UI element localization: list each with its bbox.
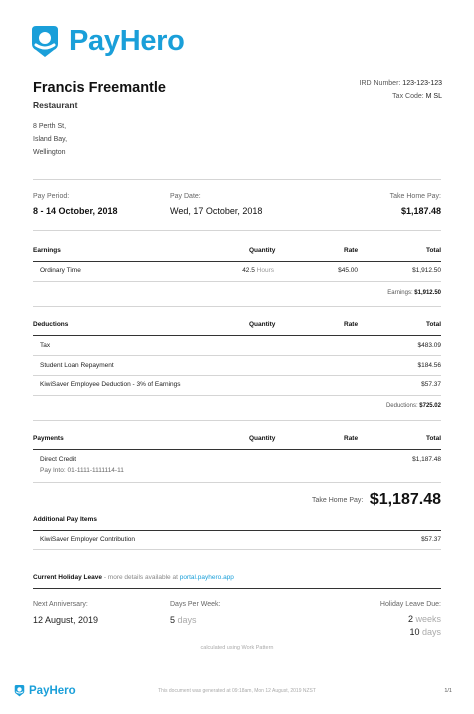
deduction-total: $184.56	[417, 362, 441, 369]
pay-date-label: Pay Date:	[170, 193, 201, 200]
days-per-week-label: Days Per Week:	[170, 601, 221, 608]
rate-header: Rate	[344, 435, 359, 442]
earning-total: $1,912.50	[412, 267, 441, 274]
days-per-week-value: 5 days	[170, 615, 197, 625]
take-home-label: Take Home Pay:	[389, 193, 441, 200]
table-header-rule	[33, 449, 441, 450]
row-divider	[33, 395, 441, 396]
earning-name: Ordinary Time	[40, 267, 81, 274]
payhero-logo-text: PayHero	[29, 684, 76, 697]
rate-header: Rate	[344, 321, 359, 328]
quantity-header: Quantity	[249, 435, 276, 442]
ird-number	[360, 80, 443, 87]
calculation-note: calculated using Work Pattern	[200, 645, 274, 651]
tax-code	[392, 93, 442, 100]
tax-code-label: Tax Code:	[392, 93, 424, 100]
quantity-header: Quantity	[249, 321, 276, 328]
earning-quantity: 42.5 Hours	[242, 267, 274, 274]
payments-header: Payments	[33, 435, 64, 442]
table-header-rule	[33, 261, 441, 262]
ird-value: 123-123-123	[402, 80, 442, 87]
deduction-name: KiwiSaver Employee Deduction - 3% of Earnings	[40, 381, 181, 388]
row-divider	[33, 355, 441, 356]
pay-period-value: 8 - 14 October, 2018	[33, 206, 118, 216]
deductions-header: Deductions	[33, 321, 69, 328]
generated-note: This document was generated at 09:18am, Mon 12 August, 2019 NZST	[158, 688, 316, 694]
total-header: Total	[425, 435, 441, 442]
table-header-rule	[33, 335, 441, 336]
tax-code-value: M SL	[425, 93, 442, 100]
rate-header: Rate	[344, 247, 359, 254]
next-anniversary-value: 12 August, 2019	[33, 615, 99, 625]
earning-rate: $45.00	[338, 267, 358, 274]
deduction-total: $483.09	[417, 342, 441, 349]
row-divider	[33, 375, 441, 376]
take-home-label: Take Home Pay:	[312, 497, 364, 504]
payhero-logo-icon	[30, 24, 60, 58]
holiday-header	[33, 574, 234, 581]
address-line: Island Bay,	[33, 136, 68, 143]
pay-period-label: Pay Period:	[33, 193, 70, 200]
address-line: 8 Perth St,	[33, 123, 67, 130]
total-header: Total	[425, 321, 441, 328]
earnings-header: Earnings	[33, 247, 61, 254]
row-divider	[33, 482, 441, 483]
divider	[33, 306, 441, 307]
payhero-logo-text: PayHero	[69, 24, 185, 57]
address-line: Wellington	[33, 149, 66, 156]
leave-due-days: 10 days	[409, 627, 441, 637]
payment-total: $1,187.48	[412, 456, 441, 463]
holiday-link-prefix: - more details available at	[103, 574, 178, 581]
take-home-value: $1,187.48	[400, 206, 441, 216]
holiday-title: Current Holiday Leave	[33, 574, 102, 581]
section-rule	[33, 588, 441, 589]
quantity-header: Quantity	[249, 247, 276, 254]
divider	[33, 420, 441, 421]
table-header-rule	[33, 530, 441, 531]
divider	[33, 230, 441, 231]
deduction-name: Student Loan Repayment	[40, 362, 114, 369]
ird-label: IRD Number:	[359, 80, 401, 87]
additional-header: Additional Pay Items	[33, 516, 97, 523]
page-number: 1/1	[444, 688, 452, 694]
take-home-total: $1,187.48	[369, 491, 441, 508]
payment-account: Pay Into: 01-1111-1111114-11	[40, 467, 124, 474]
additional-item-total: $57.37	[421, 536, 441, 543]
employee-name: Francis Freemantle	[33, 80, 166, 96]
deduction-total: $57.37	[421, 381, 441, 388]
employee-department: Restaurant	[33, 100, 78, 110]
earnings-total: Earnings: $1,912.50	[387, 290, 441, 296]
payment-name: Direct Credit	[40, 456, 77, 463]
leave-due-weeks: 2 weeks	[407, 614, 441, 624]
total-header: Total	[425, 247, 441, 254]
row-divider	[33, 549, 441, 550]
deduction-name: Tax	[40, 342, 51, 349]
row-divider	[33, 281, 441, 282]
portal-link[interactable]: portal.payhero.app	[179, 574, 234, 581]
payhero-logo	[30, 24, 185, 58]
leave-due-label: Holiday Leave Due:	[379, 601, 441, 608]
additional-item-name: KiwiSaver Employer Contribution	[40, 536, 136, 543]
pay-date-value: Wed, 17 October, 2018	[170, 206, 263, 216]
divider	[33, 179, 441, 180]
deductions-total: Deductions: $725.02	[385, 403, 441, 409]
next-anniversary-label: Next Anniversary:	[33, 601, 88, 608]
